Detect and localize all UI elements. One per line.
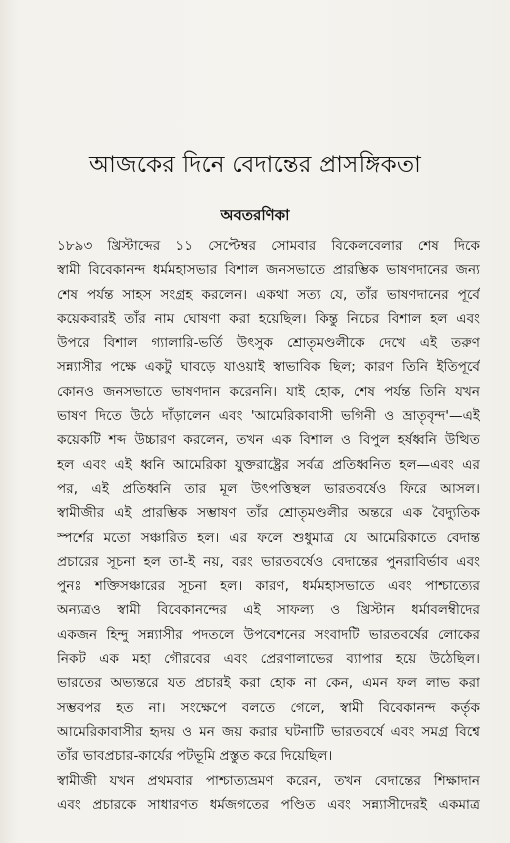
text-line: স্বামীজী যখন প্রথমবার পাশ্চাত্যভ্রমণ করেন, তখন বেদান্তের শিক্ষাদান: [57, 772, 480, 789]
text-line: স্পর্শের মতো সঞ্চারিত হল। এর ফলে শুধুমাত্র যে আমেরিকাতে বেদান্ত: [57, 529, 480, 546]
text-line: কয়েকটি শব্দ উচ্চারণ করলেন, তখন এক বিশাল ও বিপুল হর্ষধ্বনি উত্থিত: [57, 432, 480, 449]
text-line: স্বামীজীর এই প্রারম্ভিক সম্ভাষণ তাঁর শ্রোতৃমণ্ডলীর অন্তরে এক বৈদ্যুতিক: [57, 505, 480, 522]
text-line: কোনও জনসভাতে ভাষণদান করেননি। যাই হোক, শেষ পর্যন্ত তিনি যখন: [57, 383, 480, 400]
text-line: ১৮৯৩ খ্রিস্টাব্দের ১১ সেপ্টেম্বর সোমবার বিকেলবেলার শেষ দিকে: [57, 238, 480, 254]
chapter-title: আজকের দিনে বেদান্তের প্রাসঙ্গিকতা: [88, 152, 422, 178]
text-line: কয়েকবারই তাঁর নাম ঘোষণা করা হয়েছিল। কিন্তু নিচের বিশাল হল এবং: [57, 310, 480, 327]
text-line: উপরে বিশাল গ্যালারি-ভর্তি উৎসুক শ্রোতৃমণ্ডলীকে দেখে এই তরুণ: [57, 335, 480, 352]
text-line: প্রচারের সূচনা হল তা-ই নয়, বরং ভারতবর্ষেও বেদান্তের পুনরাবির্ভাব এবং: [57, 553, 480, 570]
text-line: হল এবং এই ধ্বনি আমেরিকা যুক্তরাষ্ট্রের সর্বত্র প্রতিধ্বনিত হল—এবং এর: [57, 456, 480, 473]
text-line: ভারতের অভ্যন্তরে যত প্রচারই করা হোক না কেন, এমন ফল লাভ করা: [57, 675, 480, 692]
text-line: সম্ভবপর হত না। সংক্ষেপে বলতে গেলে, স্বামী বিবেকানন্দ কর্তৃক: [57, 699, 480, 716]
body-text: [57, 234, 480, 817]
section-heading: অবতরণিকা: [220, 206, 290, 224]
text-line: অন্যত্রও স্বামী বিবেকানন্দের এই সাফল্য ও খ্রিস্টান ধর্মাবলম্বীদের: [57, 602, 480, 619]
text-line: তাঁর ভাবপ্রচার-কার্যের পটভূমি প্রস্তুত করে দিয়েছিল।: [57, 748, 333, 765]
text-line: আমেরিকাবাসীর হৃদয় ও মন জয় করার ঘটনাটি ভারতবর্ষে এবং সমগ্র বিশ্বে: [57, 723, 480, 740]
text-line: এবং প্রচারকে সাধারণত ধর্মজগতের পণ্ডিত এবং সন্ন্যাসীদেরই একমাত্র: [57, 796, 480, 813]
text-line: পর, এই প্রতিধ্বনি তার মূল উৎপত্তিস্থল ভারতবর্ষেও ফিরে আসল।: [57, 480, 480, 497]
text-line: শেষ পর্যন্ত সাহস সংগ্রহ করলেন। একথা সত্য যে, তাঁর ভাষণদানের পূর্বে: [57, 286, 480, 303]
text-line: স্বামী বিবেকানন্দ ধর্মমহাসভার বিশাল জনসভাতে প্রারম্ভিক ভাষণদানের জন্য: [57, 262, 480, 279]
text-line: সন্ন্যাসীর পক্ষে একটু ঘাবড়ে যাওয়াই স্বাভাবিক ছিল; কারণ তিনি ইতিপূর্বে: [57, 359, 480, 376]
text-line: একজন হিন্দু সন্ন্যাসীর পদতলে উপবেশনের সংবাদটি ভারতবর্ষের লোকের: [57, 626, 480, 643]
text-line: পুনঃ শক্তিসঞ্চারের সূচনা হল। কারণ, ধর্মমহাসভাতে এবং পাশ্চাত্যের: [57, 578, 480, 595]
text-line: নিকট এক মহা গৌরবের এবং প্রেরণালাভের ব্যাপার হয়ে উঠেছিল।: [57, 651, 480, 668]
text-line: ভাষণ দিতে উঠে দাঁড়ালেন এবং 'আমেরিকাবাসী ভগিনী ও ভ্রাতৃবৃন্দ'—এই: [57, 408, 480, 425]
